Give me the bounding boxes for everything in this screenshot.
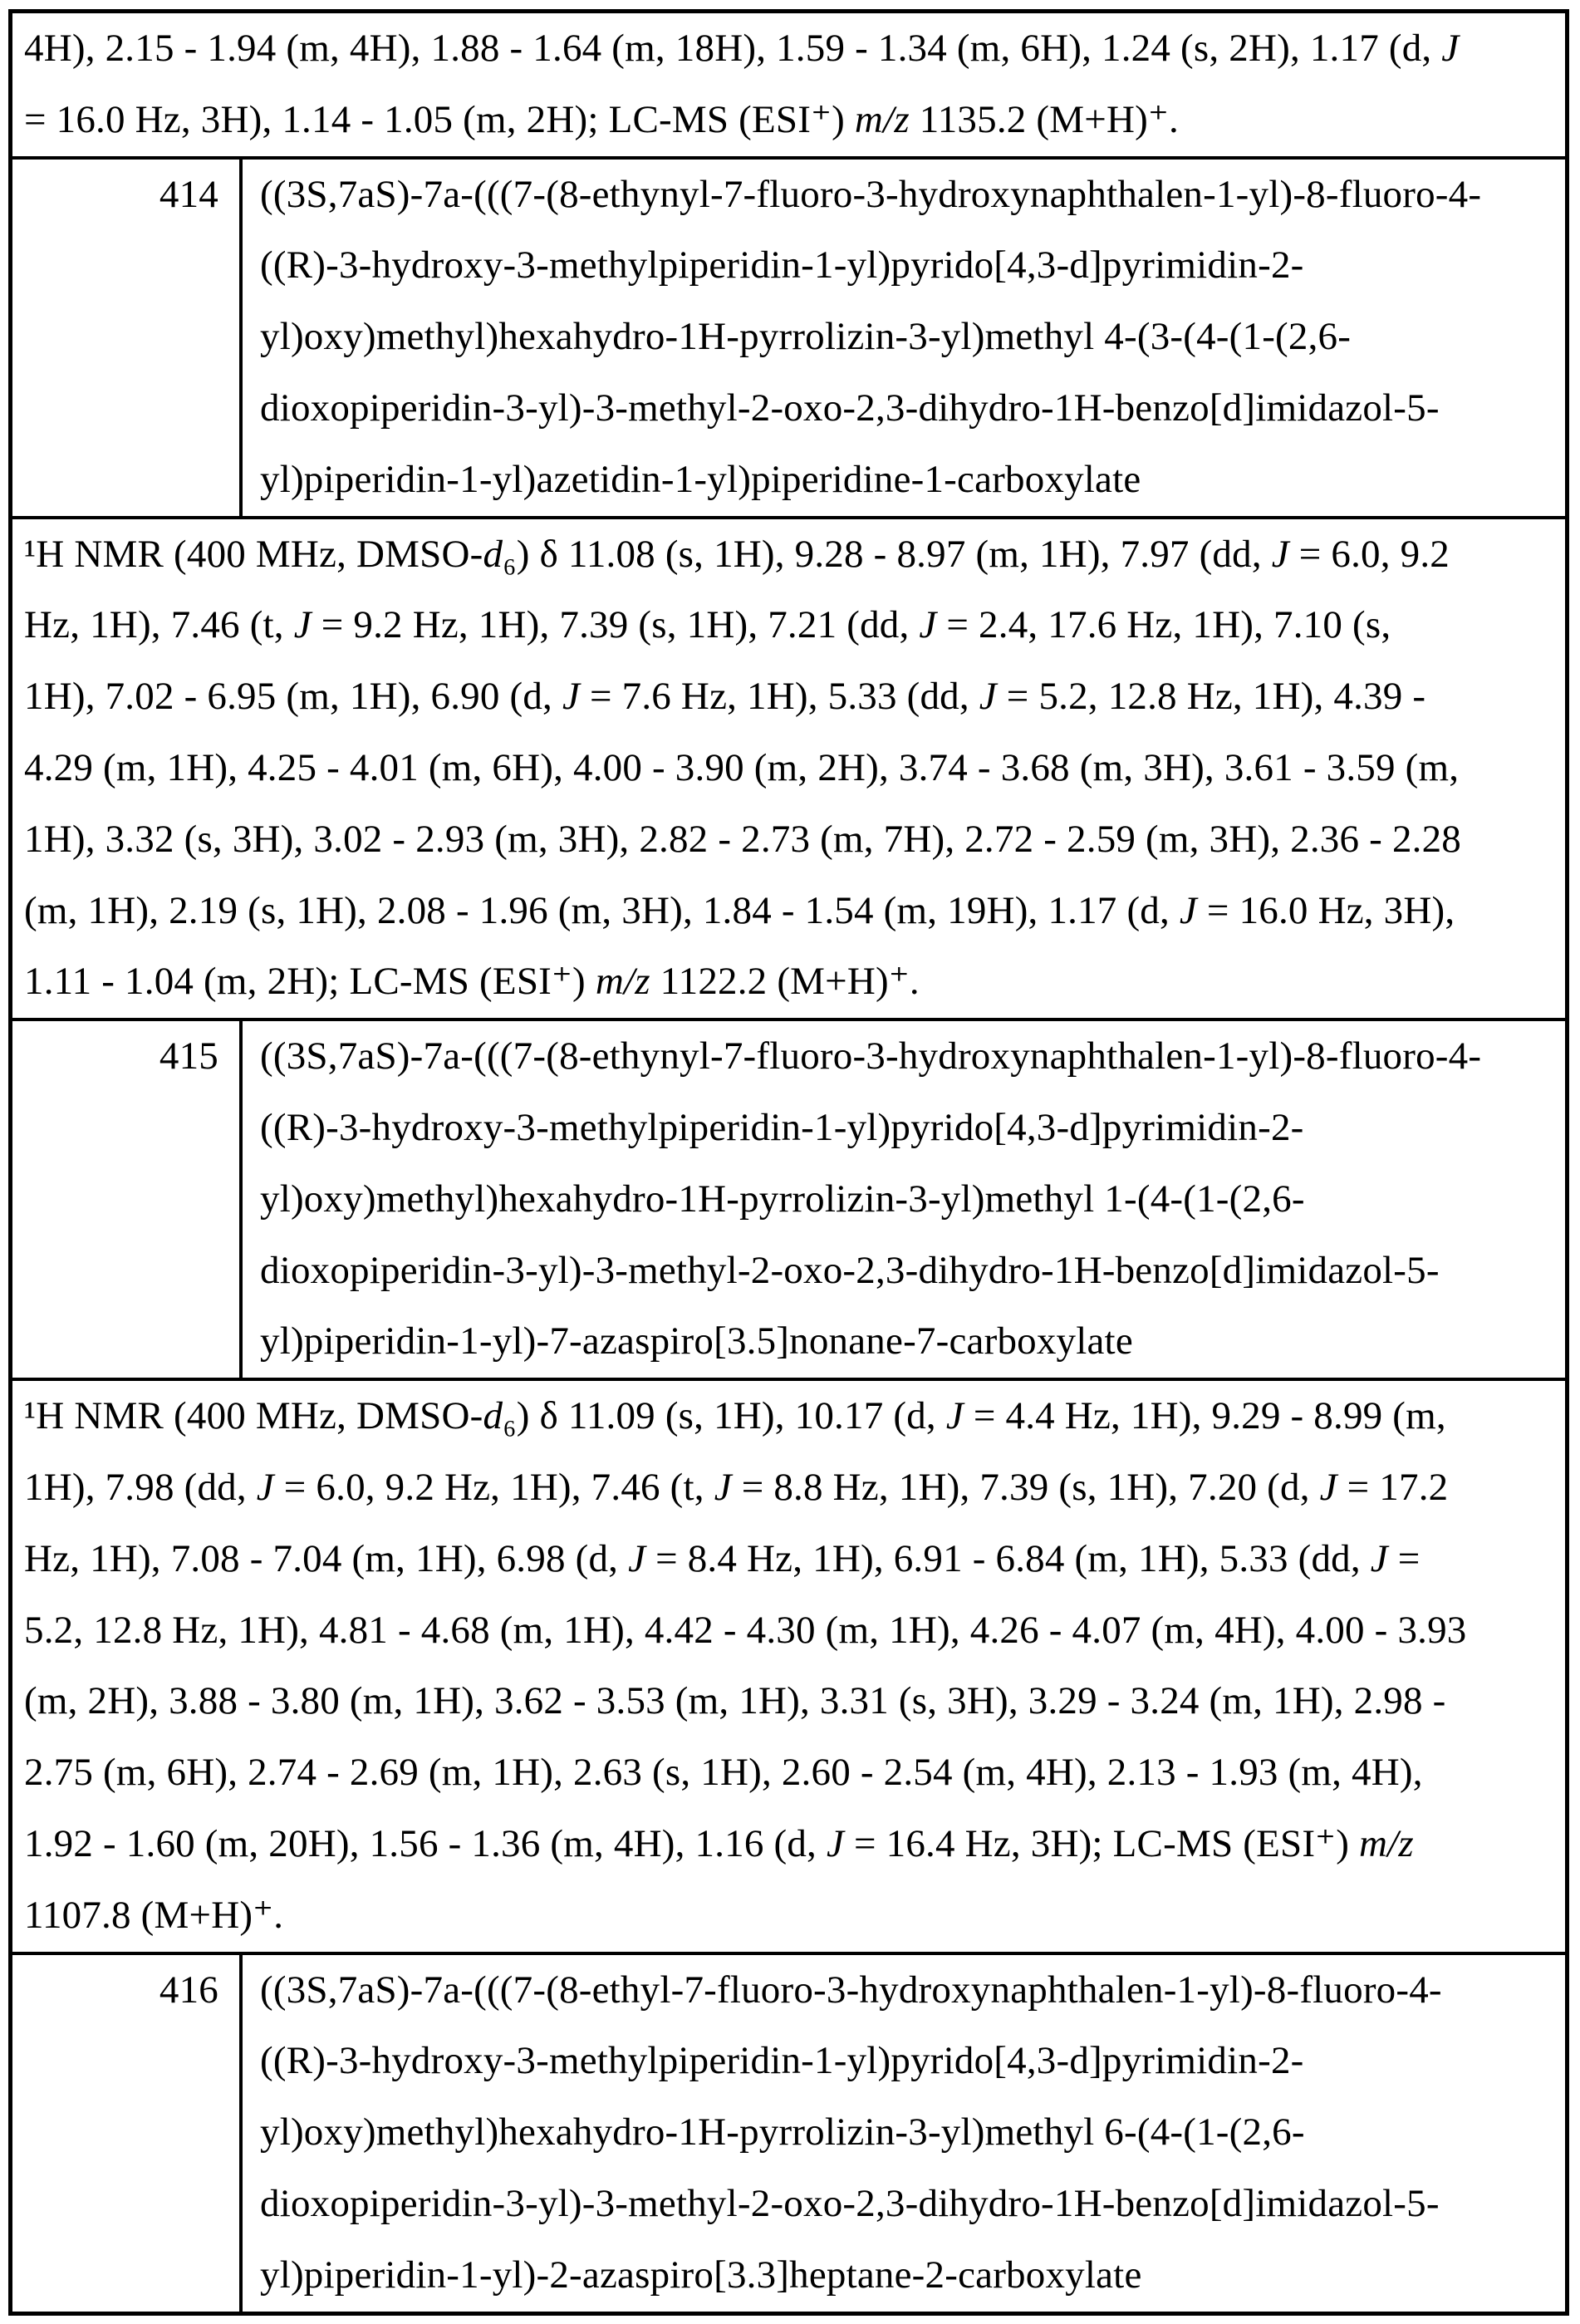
text-line: (m, 2H), 3.88 - 3.80 (m, 1H), 3.62 - 3.53 (m, 1H), 3.31 (s, 3H), 3.29 - 3.24 (m, 1H), 2.98 - xyxy=(24,1679,1446,1723)
compound-name-line: ((R)-3-hydroxy-3-methylpiperidin-1-yl)pyrido[4,3-d]pyrimidin-2- xyxy=(260,1105,1304,1149)
compound-name-cell xyxy=(243,1021,1565,1378)
compound-number: 416 xyxy=(159,1968,218,2012)
text-line: 4.29 (m, 1H), 4.25 - 4.01 (m, 6H), 4.00 - 3.90 (m, 2H), 3.74 - 3.68 (m, 3H), 3.61 - 3.59 (m, xyxy=(24,745,1460,789)
compound-name-line: yl)oxy)methyl)hexahydro-1H-pyrrolizin-3-yl)methyl 6-(4-(1-(2,6- xyxy=(260,2110,1305,2154)
text-line: ¹H NMR (400 MHz, DMSO-d₆) δ 11.08 (s, 1H), 9.28 - 8.97 (m, 1H), 7.97 (dd, J = 6.0, 9.2 xyxy=(24,532,1450,576)
compound-number-cell xyxy=(12,1021,243,1378)
compound-name-line: ((3S,7aS)-7a-(((7-(8-ethynyl-7-fluoro-3-hydroxynaphthalen-1-yl)-8-fluoro-4- xyxy=(260,1034,1482,1078)
text-line: 5.2, 12.8 Hz, 1H), 4.81 - 4.68 (m, 1H), 4.42 - 4.30 (m, 1H), 4.26 - 4.07 (m, 4H), 4.00 - 3.93 xyxy=(24,1608,1467,1652)
compound-name-line: yl)piperidin-1-yl)-7-azaspiro[3.5]nonane-7-carboxylate xyxy=(260,1319,1133,1363)
text-line: ¹H NMR (400 MHz, DMSO-d₆) δ 11.09 (s, 1H), 10.17 (d, J = 4.4 Hz, 1H), 9.29 - 8.99 (m, xyxy=(24,1394,1446,1438)
compound-row-415 xyxy=(12,1018,1565,1378)
compound-table xyxy=(8,9,1569,2316)
text-line: = 16.0 Hz, 3H), 1.14 - 1.05 (m, 2H); LC-MS (ESI⁺) m/z 1135.2 (M+H)⁺. xyxy=(24,97,1179,141)
compound-name-line: ((3S,7aS)-7a-(((7-(8-ethynyl-7-fluoro-3-hydroxynaphthalen-1-yl)-8-fluoro-4- xyxy=(260,172,1482,216)
compound-name-line: dioxopiperidin-3-yl)-3-methyl-2-oxo-2,3-dihydro-1H-benzo[d]imidazol-5- xyxy=(260,2181,1440,2225)
nmr-data-cell-415 xyxy=(12,1378,1565,1951)
compound-name-cell xyxy=(243,1955,1565,2312)
text-line: 1.92 - 1.60 (m, 20H), 1.56 - 1.36 (m, 4H), 1.16 (d, J = 16.4 Hz, 3H); LC-MS (ESI⁺) m/z xyxy=(24,1821,1414,1865)
compound-row-416 xyxy=(12,1952,1565,2312)
compound-name-line: ((3S,7aS)-7a-(((7-(8-ethyl-7-fluoro-3-hydroxynaphthalen-1-yl)-8-fluoro-4- xyxy=(260,1968,1442,2012)
compound-name-line: yl)piperidin-1-yl)azetidin-1-yl)piperidine-1-carboxylate xyxy=(260,457,1141,501)
compound-number: 415 xyxy=(159,1034,218,1078)
compound-name-line: yl)oxy)methyl)hexahydro-1H-pyrrolizin-3-yl)methyl 1-(4-(1-(2,6- xyxy=(260,1177,1305,1221)
compound-name-line: ((R)-3-hydroxy-3-methylpiperidin-1-yl)pyrido[4,3-d]pyrimidin-2- xyxy=(260,2039,1304,2083)
compound-number: 414 xyxy=(159,172,218,216)
text-line: Hz, 1H), 7.08 - 7.04 (m, 1H), 6.98 (d, J = 8.4 Hz, 1H), 6.91 - 6.84 (m, 1H), 5.33 (dd, J = xyxy=(24,1536,1421,1580)
text-line: Hz, 1H), 7.46 (t, J = 9.2 Hz, 1H), 7.39 (s, 1H), 7.21 (dd, J = 2.4, 17.6 Hz, 1H), 7.10 (s, xyxy=(24,603,1391,647)
text-line: 1107.8 (M+H)⁺. xyxy=(24,1893,284,1937)
compound-name-line: dioxopiperidin-3-yl)-3-methyl-2-oxo-2,3-dihydro-1H-benzo[d]imidazol-5- xyxy=(260,386,1440,430)
compound-name-line: yl)oxy)methyl)hexahydro-1H-pyrrolizin-3-yl)methyl 4-(3-(4-(1-(2,6- xyxy=(260,315,1352,359)
compound-number-cell xyxy=(12,160,243,516)
text-line: (m, 1H), 2.19 (s, 1H), 2.08 - 1.96 (m, 3H), 1.84 - 1.54 (m, 19H), 1.17 (d, J = 16.0 Hz, 3H), xyxy=(24,888,1455,932)
nmr-continuation-cell xyxy=(12,13,1565,156)
compound-name-line: ((R)-3-hydroxy-3-methylpiperidin-1-yl)pyrido[4,3-d]pyrimidin-2- xyxy=(260,243,1304,287)
text-line: 1H), 3.32 (s, 3H), 3.02 - 2.93 (m, 3H), 2.82 - 2.73 (m, 7H), 2.72 - 2.59 (m, 3H), 2.36 - 2.28 xyxy=(24,817,1461,861)
nmr-data-cell-414 xyxy=(12,516,1565,1019)
compound-name-line: yl)piperidin-1-yl)-2-azaspiro[3.3]heptane-2-carboxylate xyxy=(260,2253,1142,2297)
compound-row-414 xyxy=(12,156,1565,516)
text-line: 4H), 2.15 - 1.94 (m, 4H), 1.88 - 1.64 (m, 18H), 1.59 - 1.34 (m, 6H), 1.24 (s, 2H), 1.17 (d, J xyxy=(24,27,1460,70)
text-line: 1H), 7.02 - 6.95 (m, 1H), 6.90 (d, J = 7.6 Hz, 1H), 5.33 (dd, J = 5.2, 12.8 Hz, 1H), 4.39 - xyxy=(24,675,1426,719)
compound-name-line: dioxopiperidin-3-yl)-3-methyl-2-oxo-2,3-dihydro-1H-benzo[d]imidazol-5- xyxy=(260,1248,1440,1292)
compound-name-cell xyxy=(243,160,1565,516)
text-line: 2.75 (m, 6H), 2.74 - 2.69 (m, 1H), 2.63 (s, 1H), 2.60 - 2.54 (m, 4H), 2.13 - 1.93 (m, 4H), xyxy=(24,1751,1423,1795)
compound-number-cell xyxy=(12,1955,243,2312)
text-line: 1H), 7.98 (dd, J = 6.0, 9.2 Hz, 1H), 7.46 (t, J = 8.8 Hz, 1H), 7.39 (s, 1H), 7.20 (d, J = 17.2 xyxy=(24,1465,1449,1509)
text-line: 1.11 - 1.04 (m, 2H); LC-MS (ESI⁺) m/z 1122.2 (M+H)⁺. xyxy=(24,960,920,1004)
